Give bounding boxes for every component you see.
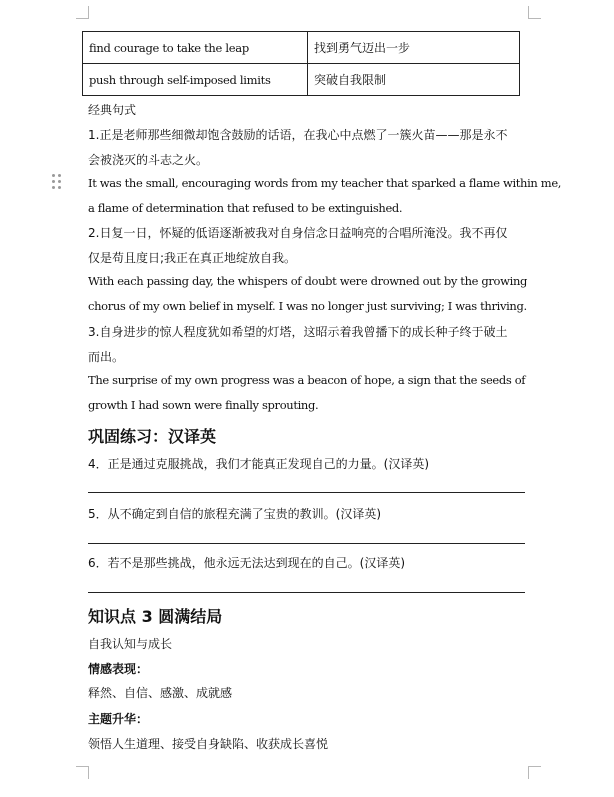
- table-row: [83, 32, 520, 64]
- table-cell-zh[interactable]: 突破自我限制: [308, 64, 520, 96]
- sentence-1-zh-line-1: 1.正是老师那些细微却饱含鼓励的话语，在我心中点燃了一簇火苗——那是永不: [88, 128, 508, 142]
- vocab-table: [82, 31, 520, 96]
- theme-label: 主题升华：: [88, 712, 149, 726]
- sentence-3-en-line-1: The surprise of my own progress was a beacon of hope, a sign that the seeds of: [88, 373, 526, 387]
- answer-line-4[interactable]: [88, 492, 525, 493]
- sentence-1-zh-line-2: 会被浇灭的斗志之火。: [88, 153, 209, 167]
- theme-value: 领悟人生道理、接受自身缺陷、收获成长喜悦: [88, 737, 329, 751]
- answer-line-6[interactable]: [88, 592, 525, 593]
- emotion-label: 情感表现：: [88, 662, 149, 676]
- practice-heading: 巩固练习：汉译英: [88, 427, 217, 446]
- table-cell-en[interactable]: push through self-imposed limits: [83, 64, 308, 96]
- sentence-2-zh-line-1: 2.日复一日，怀疑的低语逐渐被我对自身信念日益响亮的合唱所淹没。我不再仅: [88, 226, 508, 240]
- corner-mark-bottom-left: [76, 766, 89, 779]
- question-6: 6．若不是那些挑战，他永远无法达到现在的自己。(汉译英): [88, 556, 406, 570]
- sentence-2-en-line-2: chorus of my own belief in myself. I was no longer just surviving; I was thriving.: [88, 299, 527, 313]
- corner-mark-top-right: [528, 6, 541, 19]
- table-cell-en[interactable]: find courage to take the leap: [83, 32, 308, 64]
- sentence-2-zh-line-2: 仅是苟且度日;我正在真正地绽放自我。: [88, 251, 297, 265]
- emotion-value: 释然、自信、感激、成就感: [88, 686, 233, 700]
- table-row: [83, 64, 520, 96]
- answer-line-5[interactable]: [88, 543, 525, 544]
- table-cell-zh[interactable]: 找到勇气迈出一步: [308, 32, 520, 64]
- drag-handle-icon[interactable]: [52, 174, 64, 190]
- corner-mark-top-left: [76, 6, 89, 19]
- section-title-classic-sentences: 经典句式: [88, 103, 137, 117]
- sentence-3-zh-line-2: 而出。: [88, 350, 125, 364]
- sentence-2-en-line-1: With each passing day, the whispers of doubt were drowned out by the growing: [88, 274, 528, 288]
- sentence-1-en-line-1: It was the small, encouraging words from my teacher that sparked a flame within me,: [88, 176, 562, 190]
- knowledge-point-3-heading: 知识点 3 圆满结局: [88, 607, 223, 626]
- corner-mark-bottom-right: [528, 766, 541, 779]
- sentence-3-zh-line-1: 3.自身进步的惊人程度犹如希望的灯塔，这昭示着我曾播下的成长种子终于破土: [88, 325, 508, 339]
- sentence-3-en-line-2: growth I had sown were finally sprouting.: [88, 398, 319, 412]
- knowledge-subtitle: 自我认知与成长: [88, 637, 173, 651]
- question-5: 5．从不确定到自信的旅程充满了宝贵的教训。(汉译英): [88, 507, 382, 521]
- sentence-1-en-line-2: a flame of determination that refused to be extinguished.: [88, 201, 403, 215]
- question-4: 4．正是通过克服挑战，我们才能真正发现自己的力量。(汉译英): [88, 457, 430, 471]
